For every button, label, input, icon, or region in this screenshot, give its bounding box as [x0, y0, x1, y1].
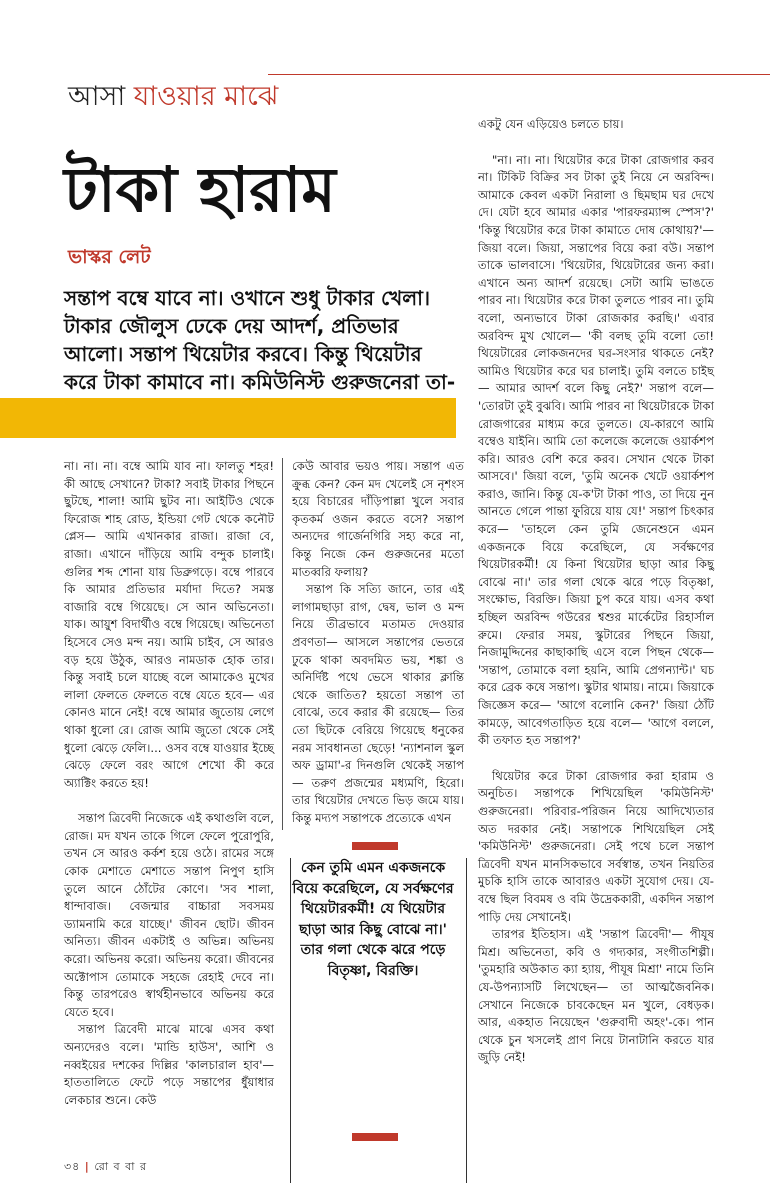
magazine-name: রো ব বা র [94, 1160, 148, 1173]
page-footer [64, 1158, 147, 1177]
pullquote-top-rule [352, 842, 398, 850]
paragraph: সন্তাপ কি সত্যি জানে, তার এই লাগামছাড়া রাগ, দ্বেষ, ভাল ও মন্দ নিয়ে তীব্রভাবে মতামত দেওয়ার প্রবণতা— আসলে সন্তাপের ভেতরে ঢুকে থাকা অবদমিত ভয়, শঙ্কা ও অনির্দিষ্ট পথে ভেসে থাকার ক্লান্তি থেকে জাতিত? হয়তো সন্তাপ তা বোঝে, তবে করার কী রয়েছে— তির তো ছিটকে বেরিয়ে গিয়েছে ধনুকের নরম সাবধানতা ছেড়ে! 'ন্যাশনাল স্কুল অফ ড্রামা'-র দিনগুলি থেকেই সন্তাপ— তরুণ প্রজন্মের মধ্যমণি, হিরো। তার থিয়েটার দেখতে ভিড় জমে যায়। কিন্তু মদ্যপ সন্তাপকে প্রত্যেকে এখন [292, 582, 464, 825]
pullquote-left-border [290, 858, 291, 1183]
page-number: ৩৪ [64, 1160, 81, 1173]
paragraph: সন্তাপ ত্রিবেদী মাঝে মাঝে এসব কথা অন্যদেরও বলে। 'মান্ডি হাউস', আশি ও নব্বইয়ের দশকের দিল্লির 'কালচারাল হাব'— হাততালিতে ফেটে পড়ে সন্তাপের ধুঁয়াধার লেকচার শুনে। কেউ [64, 1022, 274, 1107]
pull-quote: কেন তুমি এমন একজনকে বিয়ে করেছিলে, যে সর্বক্ষণের থিয়েটারকর্মী! যে থিয়েটার ছাড়া আর কিছু বোঝে না।' তার গলা থেকে ঝরে পড়ে বিতৃষ্ণা, বিরক্তি। [292, 860, 454, 979]
pullquote-bottom-rule [352, 1133, 398, 1141]
article-headline: টাকা হারাম [64, 153, 336, 226]
paragraph: তারপর ইতিহাস। এই 'সন্তাপ ত্রিবেদী'— পীযূষ মিশ্র। অভিনেতা, কবি ও গদ্যকার, সংগীতশিল্পী। 'তুমহারি অউকাত ক্যা হ্যায়, পীযূষ মিশ্রা' নামে তিনি যে-উপন্যাসটি লিখেছেন— তা আত্মজৈবনিক। সেখানে নিজেকে চাবকেছেন মন খুলে, বেধড়ক। আর, একহাত নিয়েছেন 'গুরুবাদী অহং'-কে। পান থেকে চুন খসলেই প্রাণ নিয়ে টানাটানি করতে যার জুড়ি নেই! [478, 927, 714, 1065]
author-byline: ভাস্কর লেট [68, 246, 151, 268]
paragraph: সন্তাপ ত্রিবেদী নিজেকে এই কথাগুলি বলে, রোজ। মদ যখন তাকে গিলে ফেলে পুরোপুরি, তখন সে আরও কর্কশ হয়ে ওঠে। রামের সঙ্গে কোক মেশাতে মেশাতে সন্তাপ নিপুণ হাসি তুলে আনে ঠোঁটের কোণে। 'সব শালা, ধান্দাবাজ। বেজন্মার বাচ্চারা সবসময় ড্যামনামি করে যাচ্ছে।' জীবন ছোট। জীবন অনিত্য। জীবন একটাই ও অভিন্ন। অভিনয় করো। অভিনয় করো। অভিনয় করো। জীবনের অক্টোপাস তোমাকে সহজে রেহাই দেবে না। কিন্তু তারপরেও স্বার্থহীনভাবে অভিনয় করে যেতে হবে। [64, 811, 274, 1019]
paragraph: একটু যেন এড়িয়েও চলতে চায়। [478, 117, 624, 131]
article-standfirst: সন্তাপ বম্বে যাবে না। ওখানে শুধু টাকার খেলা। টাকার জৌলুস ঢেকে দেয় আদর্শ, প্রতিভার আলো। সন্তাপ থিয়েটার করবে। কিন্তু থিয়েটার করে টাকা কামাবে না। কমিউনিস্ট গুরুজনেরা তা- [64, 286, 456, 394]
column-divider [282, 458, 283, 830]
body-column-3 [478, 116, 714, 1067]
pullquote-right-border [466, 858, 467, 1183]
paragraph: না। না। না। বম্বে আমি যাব না। ফালতু শহর! কী আছে সেখানে? টাকা? সবাই টাকার পিছনে ছুটছে, শালা! আমি ছুটব না। আইটিও থেকে ফিরোজ শাহ রোড, ইন্ডিয়া গেট থেকে কনৌট প্লেস— আমি এখানকার রাজা। রাজা বে, রাজা। এখানে দাঁড়িয়ে আমি বন্দুক চালাই। গুলির শব্দ শোনা যায় ডিব্রুগড়ে। বম্বে পারবে কি আমার প্রতিভার মর্যাদা দিতে? সমস্ত বাজারি বম্বে গিয়েছে। সে আন অভিনেতা। যাক। আয়ুশ বিদার্থীও বম্বে গিয়েছে। অভিনেতা হিসেবে সেও মন্দ নয়। আমি চাইব, সে আরও বড় হয়ে উঠুক, আরও নামডাক হোক তার। কিন্তু সবাই চলে যাচ্ছে বলে আমাকেও মুখের লালা ফেলতে ফেলতে বম্বে যেতে হবে— এর কোনও মানে নেই! বম্বে আমার জুতোয় লেগে থাকা ধুলো রে। রোজ আমি জুতো থেকে সেই ধুলো ঝেড়ে ফেলি।... ওসব বম্বে যাওয়ার ইচ্ছে ঝেড়ে ফেলে বরং আগে শেখো কী করে অ্যাক্টিং করতে হয়! [64, 459, 274, 790]
kicker-part-1: আসা [68, 81, 134, 112]
paragraph: কেউ আবার ভয়ও পায়। সন্তাপ এত ক্রুব্ধ কেন? কেন মদ খেলেই সে নৃশংস হয়ে বিচারের দাঁড়িপাল্লা খুলে সবার কৃতকর্ম ওজন করতে বসে? সন্তাপ অন্যদের গার্জেনগিরি সহ্য করে না, কিন্তু নিজে কেন গুরুজনের মতো মাতব্বরি ফলায়? [292, 459, 464, 579]
body-column-1 [64, 458, 274, 1109]
paragraph: থিয়েটার করে টাকা রোজগার করা হারাম ও অনুচিত। সন্তাপকে শিখিয়েছিল 'কমিউনিস্ট' গুরুজনেরা। পরিবার-পরিজন নিয়ে আদিখ্যেতার অত দরকার নেই। সন্তাপকে শিখিয়েছিল সেই 'কমিউনিস্ট' গুরুজনেরা। সেই পথে চলে সন্তাপ ত্রিবেদী যখন মানসিকভাবে সর্বস্বান্ত, তখন নিয়তির মুচকি হাসি তাকে আবারও একটা সুযোগ দেয়। যে-বম্বে ছিল বিবমষ ও বমি উদ্রেককারী, একদিন সন্তাপ পাড়ি দেয় সেখানেই। [478, 768, 714, 924]
top-red-rule [268, 74, 770, 75]
decorative-yellow-band [0, 398, 456, 438]
paragraph: "না। না। না। থিয়েটার করে টাকা রোজগার করব না। টিকিট বিক্রির সব টাকা তুই নিয়ে নে অরবিন্দ। আমাকে কেবল একটা নিরালা ও ছিমছাম ঘর দেখে দে। যেটা হবে আমার একার 'পারফরম্যান্স স্পেস'?' 'কিন্তু থিয়েটার করে টাকা কামাতে দোষ কোথায়?'— জিয়া বলে। জিয়া, সন্তাপের বিয়ে করা বউ। সন্তাপ তাকে ভালবাসে। 'থিয়েটার, থিয়েটারের জন্য করা। এখানে অন্য আদর্শ রয়েছে। সেটা আমি ভাঙতে পারব না। থিয়েটার করে টাকা তুলতে পারব না। তুমি বলো, অন্যভাবে টাকা রোজকার করছি।' এবার অরবিন্দ মুখ খোলে— 'কী বলছ তুমি বলো তো! থিয়েটারের লোকজনদের ঘর-সংসার থাকতে নেই? আমিও থিয়েটার করে ঘর চালাই। তুমি বলতে চাইছ— আমার আদর্শ বলে কিছু নেই?' সন্তাপ বলে— 'তোরটা তুই বুঝবি। আমি পারব না থিয়েটারকে টাকা রোজগারের মাধ্যম করে তুলতে। যে-কারণে আমি বম্বেও যাইনি। আমি তো কলেজে কলেজে ওয়ার্কশপ করি। আরও বেশি করে করব। সেখান থেকে টাকা আসবে।' জিয়া বলে, 'তুমি অনেক খেটে ওয়ার্কশপ করাও, জানি। কিন্তু যে-ক'টা টাকা পাও, তা দিয়ে নুন আনতে গেলে পান্তা ফুরিয়ে যায় যে!' সন্তাপ চিৎকার করে— 'তাহলে কেন তুমি জেনেশুনে এমন একজনকে বিয়ে করেছিলে, যে সর্বক্ষণের থিয়েটারকর্মী! যে কিনা থিয়েটার ছাড়া আর কিছু বোঝে না।' তার গলা থেকে ঝরে পড়ে বিতৃষ্ণা, সংক্ষোভ, বিরক্তি। জিয়া চুপ করে যায়। এসব কথা হচ্ছিল অরবিন্দ গউরের শ্বশুর মার্কেটের রিহার্সাল রুমে। ফেরার সময়, স্কুটারের পিছনে জিয়া, নিজামুদ্দিনের কাছাকাছি এসে বলে পিছন থেকে— 'সন্তাপ, তোমাকে বলা হয়নি, আমি প্রেগন্যান্ট।' ঘচ করে ব্রেক কষে সন্তাপ। স্কুটার থামায়। নামে। জিয়াকে জিজ্ঞেস করে— 'আগে বলোনি কেন?' জিয়া ঠোঁট কামড়ে, আবেগতাড়িত হয়ে বলে— 'আগে বললে, কী তফাত হত সন্তাপ?' [478, 152, 714, 748]
footer-separator: | [84, 1160, 90, 1173]
kicker-part-2: যাওয়ার মাঝে [133, 81, 279, 112]
body-column-2 [292, 458, 464, 827]
section-kicker [68, 80, 278, 114]
